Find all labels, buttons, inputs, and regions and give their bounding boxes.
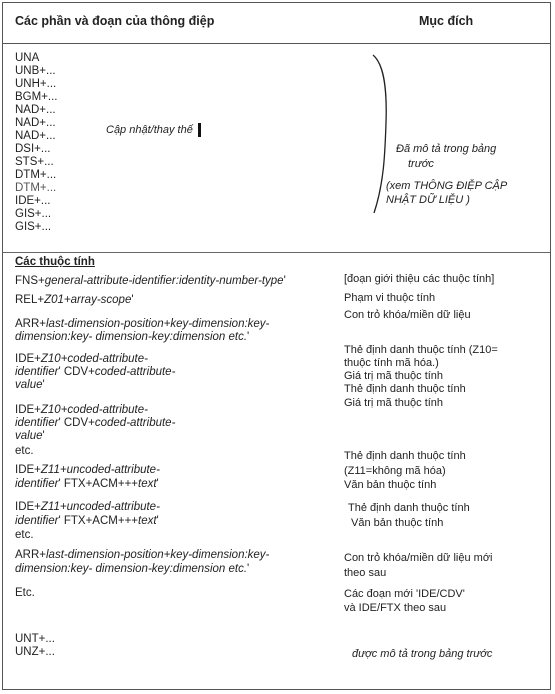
rel-segment — [15, 294, 134, 307]
segment-unb: UNB+... — [15, 65, 56, 77]
segment-nad-3: NAD+... — [15, 130, 56, 142]
etc-purpose-l1: Các đoạn mới 'IDE/CDV' — [344, 588, 465, 600]
segment-ide: IDE+... — [15, 195, 51, 207]
fns-params: general-attribute-identifier:identity-number-type — [44, 275, 284, 287]
ide1-purpose-l4: Thẻ định danh thuộc tính — [344, 383, 466, 395]
fns-tag: FNS+ — [15, 275, 45, 287]
ide1-tag: IDE+ — [15, 353, 41, 365]
segment-gis-1: GIS+... — [15, 208, 52, 220]
etc-purpose-l2: và IDE/FTX theo sau — [344, 602, 447, 614]
ide4-end: ' — [156, 515, 159, 527]
arr1-params-1: last-dimension-position+key-dimension:key- — [46, 318, 270, 330]
top-note-line1: Đã mô tả trong bảng — [396, 143, 497, 155]
ide3-line2 — [15, 478, 159, 491]
ide1-purpose-l5: Giá trị mã thuộc tính — [344, 397, 444, 409]
ide1-purpose-l1: Thẻ định danh thuộc tính (Z10= — [344, 344, 498, 356]
ide2-line1 — [15, 404, 148, 417]
ide2-line3 — [15, 430, 45, 443]
segment-dtm-1: DTM+... — [15, 169, 57, 181]
segment-unh: UNH+... — [15, 78, 57, 90]
ide1-line2 — [15, 366, 175, 379]
segment-una: UNA — [15, 52, 40, 64]
arr2-params-2: dimension:key- dimension-key:dimension etc. — [15, 563, 248, 575]
bottom-note: được mô tả trong bảng trước — [352, 648, 493, 660]
arr2-line2 — [15, 563, 249, 576]
ide3-params-3: text — [138, 478, 157, 490]
arr1-params-2: dimension:key- dimension-key:dimension etc. — [15, 331, 248, 343]
ide4-purpose-l2: Văn bản thuộc tính — [351, 517, 444, 529]
arr2-line1 — [15, 549, 269, 562]
table-header — [3, 3, 550, 44]
fns-end: ' — [283, 275, 286, 287]
arr1-line1 — [15, 318, 269, 331]
ide4-purpose-l1: Thẻ định danh thuộc tính — [348, 502, 470, 514]
header-purpose: Mục đích — [419, 14, 474, 28]
arr2-params-1: last-dimension-position+key-dimension:key- — [46, 549, 270, 561]
message-table — [2, 2, 551, 690]
rel-params: Z01+array-scope — [44, 294, 132, 306]
ide2-params-4: value — [15, 430, 43, 442]
etc-label: Etc. — [15, 587, 35, 599]
fns-segment — [15, 275, 286, 288]
ide4-line1 — [15, 501, 160, 514]
fns-purpose: [đoạn giới thiệu các thuộc tính] — [344, 273, 495, 285]
arr2-purpose-l2: theo sau — [344, 567, 387, 579]
section-divider — [3, 252, 550, 253]
arr1-purpose: Con trỏ khóa/miền dữ liệu — [344, 309, 471, 321]
ide3-params-2: identifier — [15, 478, 59, 490]
ide2-params-3: coded-attribute- — [94, 417, 176, 429]
rel-end: ' — [131, 294, 134, 306]
arr2-purpose-l1: Con trỏ khóa/miền dữ liệu mới — [344, 552, 493, 564]
ide1-line1 — [15, 353, 148, 366]
ide1-params-1: Z10+coded-attribute- — [40, 353, 148, 365]
segment-unt: UNT+... — [15, 633, 55, 645]
segment-sts: STS+... — [15, 156, 54, 168]
ide3-purpose-l1: Thẻ định danh thuộc tính — [344, 450, 466, 462]
segment-bgm: BGM+... — [15, 91, 58, 103]
ide2-tag: IDE+ — [15, 404, 41, 416]
ide1-end: ' — [42, 379, 45, 391]
ide3-purpose-l2: (Z11=không mã hóa) — [344, 465, 446, 477]
ide4-ftx: ' FTX+ACM+++ — [58, 515, 138, 527]
top-note-line3: (xem THÔNG ĐIỆP CẬP — [386, 180, 508, 192]
ide1-purpose-l3: Giá trị mã thuộc tính — [344, 370, 444, 382]
ide1-line3 — [15, 379, 45, 392]
ide3-purpose-l3: Văn bản thuộc tính — [344, 479, 437, 491]
ide1-params-4: value — [15, 379, 43, 391]
arr1-end: ' — [247, 331, 250, 343]
header-segments: Các phần và đoạn của thông điệp — [15, 14, 215, 28]
ide3-ftx: ' FTX+ACM+++ — [58, 478, 138, 490]
arr2-tag: ARR+ — [15, 549, 46, 561]
ide2-params-1: Z10+coded-attribute- — [40, 404, 148, 416]
ide4-line2 — [15, 515, 159, 528]
ide3-params-1: Z11+uncoded-attribute- — [40, 464, 160, 476]
segment-nad-1: NAD+... — [15, 104, 56, 116]
arr1-line2 — [15, 331, 249, 344]
ide3-line1 — [15, 464, 160, 477]
segment-gis-2: GIS+... — [15, 221, 52, 233]
ide1-purpose-l2: thuộc tính mã hóa.) — [344, 357, 439, 369]
ide2-cdv: ' CDV+ — [58, 417, 95, 429]
segment-unz: UNZ+... — [15, 646, 55, 658]
ide1-params-3: coded-attribute- — [94, 366, 176, 378]
ide3-end: ' — [156, 478, 159, 490]
arr2-end: ' — [247, 563, 250, 575]
ide1-cdv: ' CDV+ — [58, 366, 95, 378]
ide4-etc: etc. — [15, 529, 34, 541]
ide4-params-2: identifier — [15, 515, 59, 527]
segment-dsi: DSI+... — [15, 143, 51, 155]
ide2-etc: etc. — [15, 445, 34, 457]
update-replace-label: Cập nhật/thay thế — [106, 123, 201, 137]
rel-tag: REL+ — [15, 294, 45, 306]
ide4-tag: IDE+ — [15, 501, 41, 513]
arr1-tag: ARR+ — [15, 318, 46, 330]
ide2-line2 — [15, 417, 175, 430]
ide2-end: ' — [42, 430, 45, 442]
ide2-params-2: identifier — [15, 417, 59, 429]
ide3-tag: IDE+ — [15, 464, 41, 476]
segment-dtm-2: DTM+... — [15, 182, 57, 194]
ide4-params-1: Z11+uncoded-attribute- — [40, 501, 160, 513]
attributes-heading: Các thuộc tính — [15, 256, 95, 268]
top-note-line4: NHẬT DỮ LIỆU ) — [386, 194, 470, 206]
ide4-params-3: text — [138, 515, 157, 527]
segment-nad-2: NAD+... — [15, 117, 56, 129]
rel-purpose: Phạm vi thuộc tính — [344, 292, 436, 304]
top-note-line2: trước — [408, 158, 434, 170]
ide1-params-2: identifier — [15, 366, 59, 378]
